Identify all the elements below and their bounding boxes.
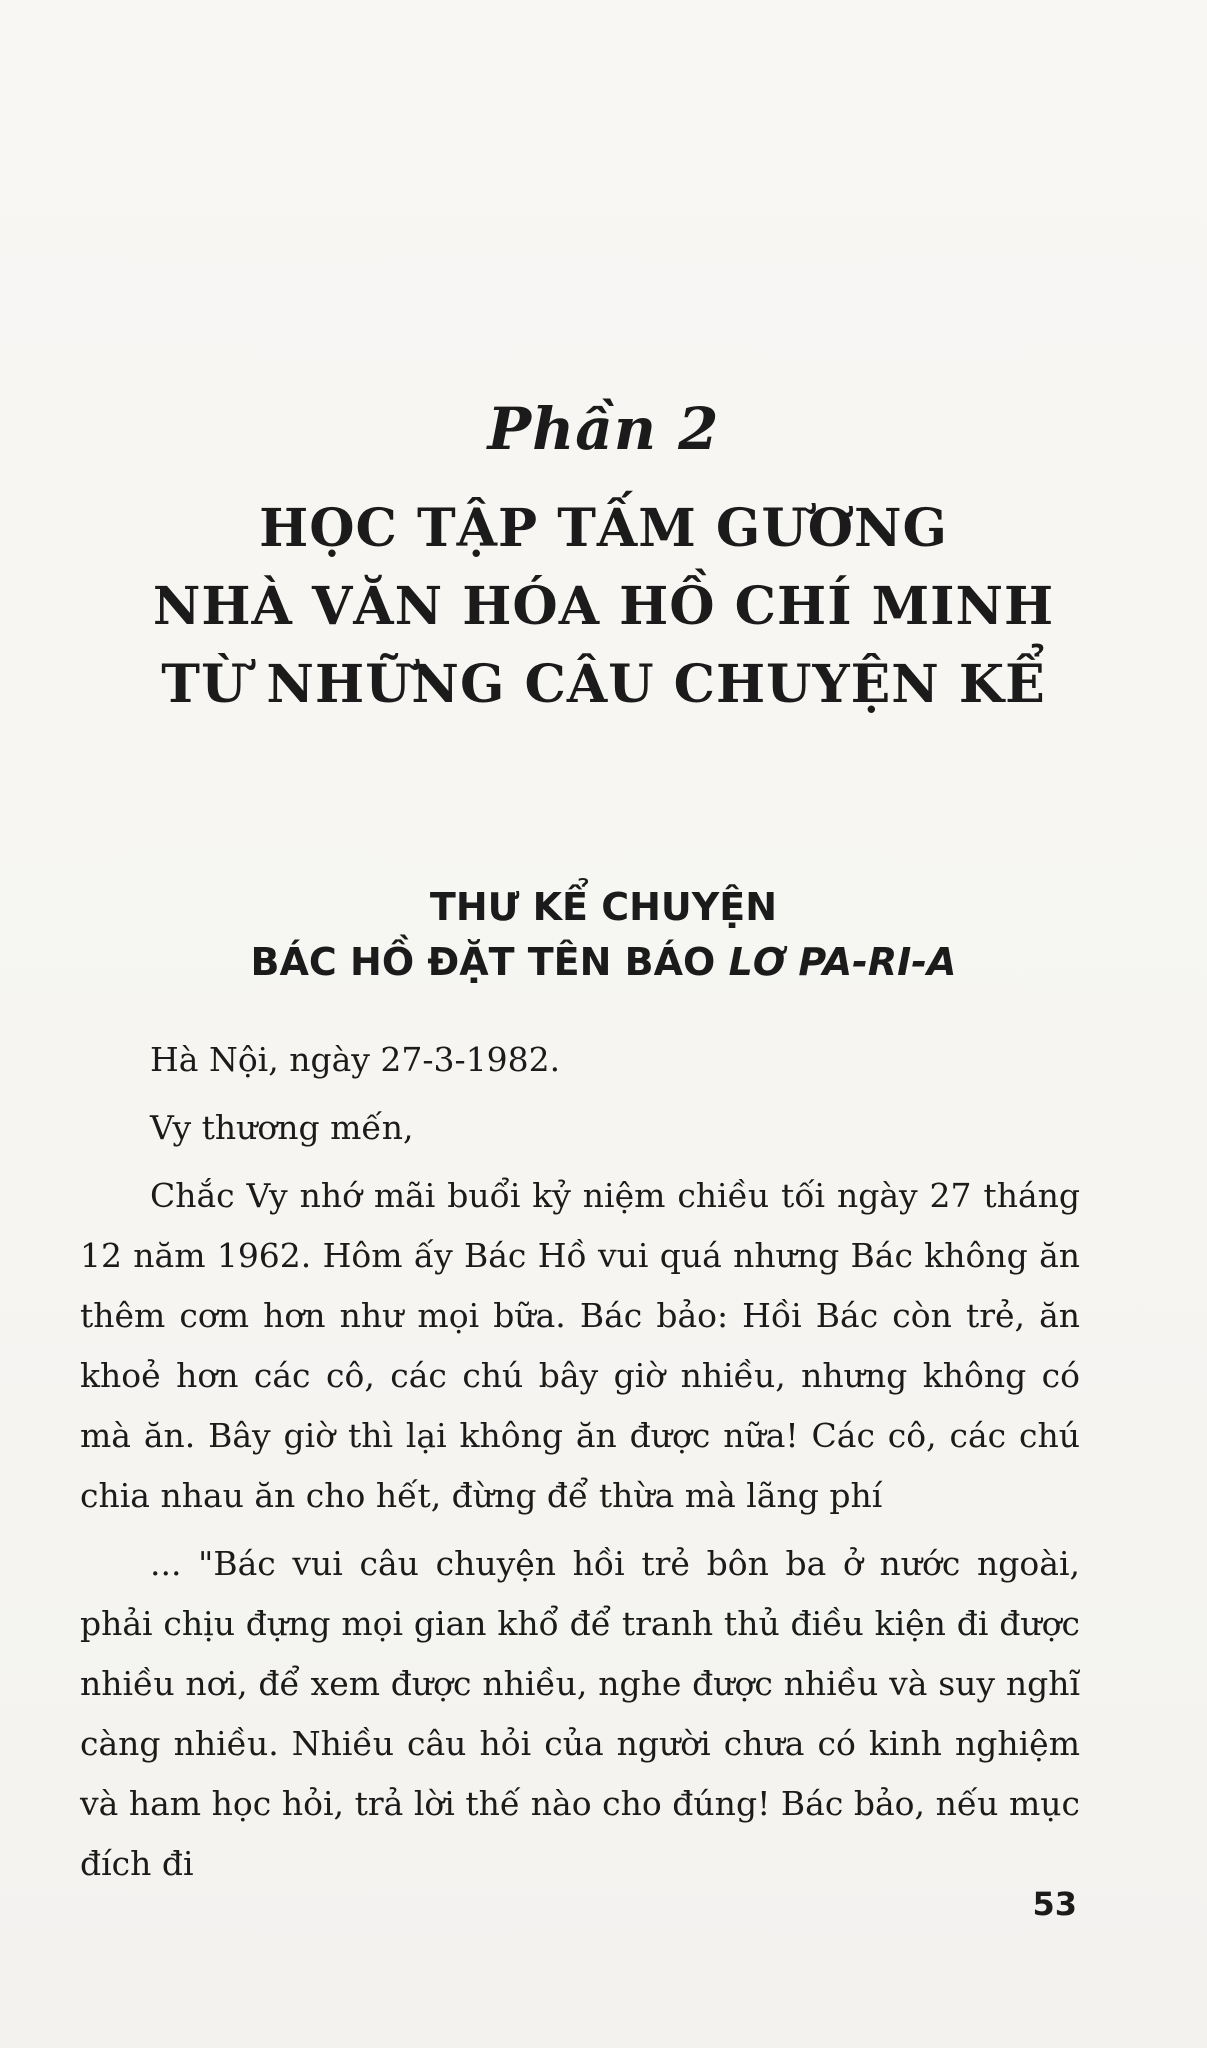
story-title-line-1: THƯ KỂ CHUYỆN: [429, 885, 778, 929]
part-title-line: NHÀ VĂN HÓA HỒ CHÍ MINH: [152, 576, 1055, 637]
page-number: 53: [1032, 1885, 1077, 1923]
letter-salutation: Vy thương mến,: [150, 1108, 414, 1147]
story-title: [0, 880, 1207, 990]
part-label: Phần 2: [487, 395, 720, 463]
letter-date: Hà Nội, ngày 27-3-1982.: [150, 1040, 561, 1079]
part-title: [0, 490, 1207, 724]
part-title-line: TỪ NHỮNG CÂU CHUYỆN KỂ: [161, 654, 1046, 715]
story-title-prefix: BÁC HỒ ĐẶT TÊN BÁO: [250, 940, 729, 984]
letter-body: [80, 1030, 1080, 1894]
body-paragraph: ... "Bác vui câu chuyện hồi trẻ bôn ba ở nước ngoài, phải chịu đựng mọi gian khổ để tranh thủ điều kiện đi được nhiều nơi, để xem được nhiều, nghe được nhiều và suy nghĩ càng nhiều. Nhiều câu hỏi của người chưa có kinh nghiệm và ham học hỏi, trả lời thế nào cho đúng! Bác bảo, nếu mục đích đi: [80, 1544, 1080, 1883]
newspaper-name: LƠ PA-RI-A: [728, 940, 957, 984]
body-paragraph: Chắc Vy nhớ mãi buổi kỷ niệm chiều tối ngày 27 tháng 12 năm 1962. Hôm ấy Bác Hồ vui quá nhưng Bác không ăn thêm cơm hơn như mọi bữa. Bác bảo: Hồi Bác còn trẻ, ăn khoẻ hơn các cô, các chú bây giờ nhiều, nhưng không có mà ăn. Bây giờ thì lại không ăn được nữa! Các cô, các chú chia nhau ăn cho hết, đừng để thừa mà lãng phí: [80, 1176, 1080, 1515]
story-title-line-2: [0, 935, 1207, 990]
part-title-line: HỌC TẬP TẤM GƯƠNG: [259, 498, 948, 559]
